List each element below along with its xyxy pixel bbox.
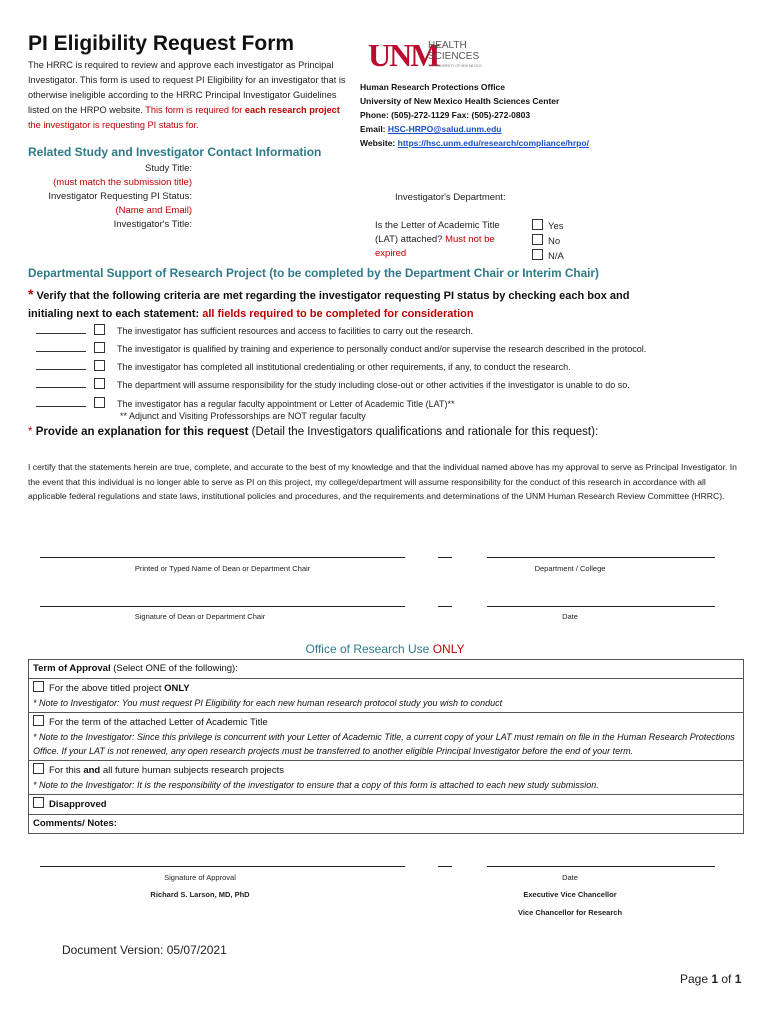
opt1-bold: ONLY xyxy=(164,683,190,694)
project-only-checkbox[interactable] xyxy=(33,681,44,692)
lat-na-option[interactable] xyxy=(532,249,564,264)
office-name: Human Research Protections Office xyxy=(360,82,506,92)
approver-role-1: Executive Vice Chancellor xyxy=(523,890,617,899)
office-phone: Phone: (505)-272-1129 Fax: (505)-272-0803 xyxy=(360,110,531,120)
department-line[interactable] xyxy=(487,557,715,558)
explain-bold: Provide an explanation for this request xyxy=(35,426,249,438)
website-link[interactable]: https://hsc.unm.edu/research/compliance/hrpo/ xyxy=(397,138,589,148)
initial-field[interactable] xyxy=(36,387,86,388)
email-label: Email: xyxy=(360,124,388,134)
verify-red: all fields required to be completed for consideration xyxy=(202,308,474,320)
pi-status-label: Investigator Requesting PI Status: xyxy=(48,191,192,202)
lat-options xyxy=(532,219,564,264)
opt2-note: * Note to the Investigator: Since this privilege is concurrent with your Letter of Academic Title, a current copy of your LAT must remain on file in the Human Research Protections Office. If your LAT is not renewed, any open research projects must be transferred to another eligible Principal Investigator before the end of your term. xyxy=(33,732,735,756)
lat-red2: expired xyxy=(375,248,407,259)
intro-red-bold: each research project xyxy=(244,105,340,115)
criterion-text: The investigator has completed all institutional credentialing or other requirements, if any, to conduct the research. xyxy=(117,362,571,372)
approval-signature-caption: Signature of Approval xyxy=(164,873,236,882)
contact-heading: Related Study and Investigator Contact Information xyxy=(28,145,322,159)
approval-date-line[interactable] xyxy=(487,866,715,867)
lat-yes-checkbox[interactable] xyxy=(532,219,543,230)
opt1-note: * Note to Investigator: You must request PI Eligibility for each new human research protocol study you wish to conduct xyxy=(33,698,503,708)
lat-no-checkbox[interactable] xyxy=(532,234,543,245)
logo-line1: HEALTH xyxy=(428,40,467,51)
dean-short-line xyxy=(438,557,452,558)
page-total: 1 xyxy=(734,972,742,986)
comments-row[interactable] xyxy=(29,815,743,833)
approval-short-line xyxy=(438,866,452,867)
approval-signature-line[interactable] xyxy=(40,866,405,867)
verify-instructions xyxy=(28,285,748,323)
opt3-note: * Note to the Investigator: It is the responsibility of the investigator to ensure that a copy of this form is attached to each new study submission. xyxy=(33,780,599,790)
lat-na-checkbox[interactable] xyxy=(532,249,543,260)
intro-red-2: the investigator is requesting PI status for. xyxy=(28,120,199,130)
page-mid: of xyxy=(718,972,735,986)
criterion-row xyxy=(36,324,473,336)
explain-rest: (Detail the Investigators qualifications and rationale for this request): xyxy=(248,426,599,438)
disapproved-label: Disapproved xyxy=(49,799,107,810)
dept-label: Investigator's Department: xyxy=(395,192,506,203)
criterion-text: The investigator has sufficient resources and access to facilities to carry out the research. xyxy=(117,326,474,336)
page-num: 1 xyxy=(711,972,719,986)
term-rest: (Select ONE of the following): xyxy=(110,663,238,674)
criterion-text: The investigator is qualified by training and experience to personally conduct and/or supervise the research described in the protocol. xyxy=(117,344,647,354)
explain-star: * xyxy=(28,426,33,438)
page-title: PI Eligibility Request Form xyxy=(28,32,295,55)
criterion-checkbox[interactable] xyxy=(94,342,105,353)
verify-line2: initialing next to each statement: xyxy=(28,308,203,320)
office-contact xyxy=(360,80,589,150)
comments-label: Comments/ Notes: xyxy=(33,818,117,829)
option-project-only[interactable] xyxy=(29,678,743,713)
intro-text xyxy=(28,58,350,133)
website-label: Website: xyxy=(360,138,398,148)
opt1-label: For the above titled project xyxy=(49,683,165,694)
criterion-row xyxy=(36,360,571,372)
department-caption: Department / College xyxy=(534,564,606,573)
criterion-row xyxy=(36,378,630,390)
office-use-only: ONLY xyxy=(432,642,465,656)
dean-short-line-2 xyxy=(438,606,452,607)
lat-question xyxy=(375,219,525,261)
dean-signature-caption: Signature of Dean or Department Chair xyxy=(134,612,266,621)
intro-body: The HRRC is required to review and approve each investigator as Principal Investigator. This form is used to request PI Eligibility for an investigator that is otherwise ineligible according to the HRRC Principal Investigator Guidelines listed on the HRPO website. xyxy=(28,60,346,115)
disapproved-checkbox[interactable] xyxy=(33,797,44,808)
study-title-label: Study Title: xyxy=(145,163,192,174)
verify-line1: Verify that the following criteria are met regarding the investigator requesting PI status by checking each box and xyxy=(36,290,630,302)
contact-labels xyxy=(28,162,192,232)
lat-na-label: N/A xyxy=(548,251,564,262)
lat-red1: Must not be xyxy=(445,234,495,245)
approval-date-caption: Date xyxy=(562,873,578,882)
criterion-text: The investigator has a regular faculty appointment or Letter of Academic Title (LAT)** xyxy=(117,399,455,409)
term-bold: Term of Approval xyxy=(33,663,111,674)
certification-text: I certify that the statements herein are true, complete, and accurate to the best of my knowledge and that the individual named above has my approval to serve as Principal Investigator. In the event that this individual is no longer able to serve as PI on this project, my college/department will assume responsibility for the conduct of this research in accordance with all applicable federal regulations and state laws, institutional policies and procedures, and the requirements and determinations of the UNM Human Research Review Committee (HRRC). xyxy=(28,462,737,501)
criterion-checkbox[interactable] xyxy=(94,378,105,389)
approver-name: Richard S. Larson, MD, PhD xyxy=(150,890,250,899)
office-university: University of New Mexico Health Sciences Center xyxy=(360,96,560,106)
lat-yes-option[interactable] xyxy=(532,219,564,234)
dean-name-line[interactable] xyxy=(40,557,405,558)
option-lat-term[interactable] xyxy=(29,713,743,761)
lat-q1: Is the Letter of Academic Title xyxy=(375,220,500,231)
study-title-note: (must match the submission title) xyxy=(53,177,192,188)
page-pre: Page xyxy=(680,972,712,986)
approver-role-2: Vice Chancellor for Research xyxy=(517,908,623,917)
dean-signature-line[interactable] xyxy=(40,606,405,607)
office-use-heading xyxy=(0,642,770,656)
criterion-checkbox[interactable] xyxy=(94,360,105,371)
opt3-b: all future human subjects research projects xyxy=(100,765,284,776)
office-use-title: Office of Research Use xyxy=(305,642,433,656)
criterion-checkbox[interactable] xyxy=(94,397,105,408)
page-number xyxy=(680,972,741,986)
dept-support-heading: Departmental Support of Research Project (to be completed by the Department Chair or Interim Chair) xyxy=(28,266,599,280)
explain-prompt xyxy=(28,426,598,438)
initial-field[interactable] xyxy=(36,406,86,407)
pi-status-note: (Name and Email) xyxy=(115,205,192,216)
lat-no-option[interactable] xyxy=(532,234,564,249)
inv-title-label: Investigator's Title: xyxy=(113,219,192,230)
lat-no-label: No xyxy=(548,236,561,247)
dean-date-line[interactable] xyxy=(487,606,715,607)
opt3-a: For this xyxy=(49,765,84,776)
criterion-text: The department will assume responsibility for the study including close-out or other activities if the investigator is unable to do so. xyxy=(117,380,630,390)
verify-star: * xyxy=(28,286,34,302)
all-future-checkbox[interactable] xyxy=(33,763,44,774)
adjunct-note: ** Adjunct and Visiting Professorships are NOT regular faculty xyxy=(120,411,366,421)
logo-letters: UNM xyxy=(368,37,439,73)
dean-name-caption: Printed or Typed Name of Dean or Department Chair xyxy=(134,564,311,573)
email-link[interactable]: HSC-HRPO@salud.unm.edu xyxy=(387,124,502,134)
lat-q2: (LAT) attached? xyxy=(375,234,443,245)
opt3-bold: and xyxy=(83,765,101,776)
initial-field[interactable] xyxy=(36,369,86,370)
document-version: Document Version: 05/07/2021 xyxy=(62,943,227,957)
option-disapproved[interactable] xyxy=(29,795,743,815)
initial-field[interactable] xyxy=(36,351,86,352)
office-use-box xyxy=(28,659,744,834)
initial-field[interactable] xyxy=(36,333,86,334)
lat-yes-label: Yes xyxy=(548,221,564,232)
dean-date-caption: Date xyxy=(562,612,578,621)
criterion-row xyxy=(36,397,455,409)
term-row xyxy=(29,660,743,678)
criterion-row xyxy=(36,342,646,354)
intro-red-1: This form is required for xyxy=(145,105,245,115)
criterion-checkbox[interactable] xyxy=(94,324,105,335)
logo-line3: THE UNIVERSITY OF NEW MEXICO xyxy=(428,64,482,68)
unm-hsc-logo xyxy=(368,36,548,76)
lat-term-checkbox[interactable] xyxy=(33,715,44,726)
logo-line2: SCIENCES xyxy=(428,51,480,62)
opt2-label: For the term of the attached Letter of Academic Title xyxy=(49,717,268,728)
option-all-future[interactable] xyxy=(29,761,743,795)
